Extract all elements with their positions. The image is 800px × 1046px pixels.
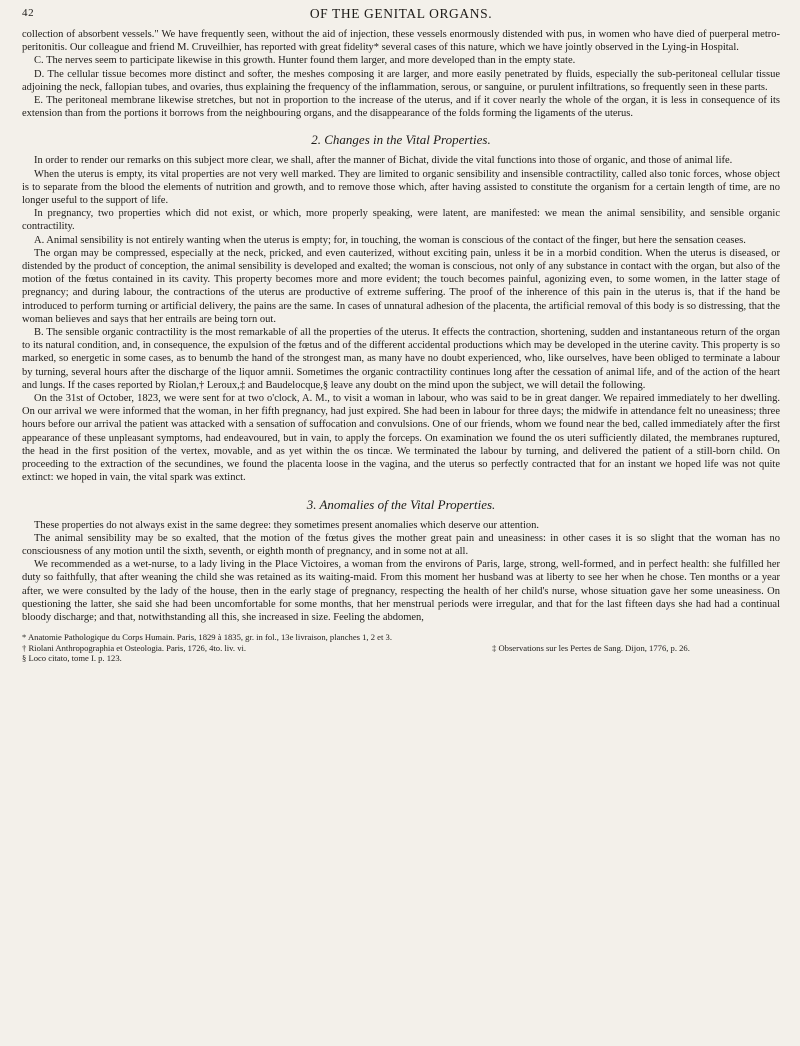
paragraph: B. The sensible organic contractility is the most remarkable of all the properties of the uterus. It effects the contraction, shortening, sudden and instantaneous return of the organ to its natural condition, and, in consequence, the expulsion of the fœtus and of the different accidental productions which may be developed in the uterine cavity. This property is so marked, so energetic in some cases, as to benumb the hand of the strongest man, as many have no doubt experienced, who, like ourselves, have been obliged to terminate a labour by turning, several hours after the discharge of the liquor amnii. Sometimes the organic contractility continues long after the cessation of animal life, and of the action of the heart and lungs. If the cases reported by Riolan,† Leroux,‡ and Baudelocque,§ leave any doubt on the mind upon the subject, we will detail the following. [22, 327, 780, 391]
footnote: * Anatomie Pathologique du Corps Humain. Paris, 1829 à 1835, gr. in fol., 13e livraison, planches 1, 2 et 3. [22, 632, 392, 643]
paragraph: E. The peritoneal membrane likewise stretches, but not in proportion to the increase of the uterus, and if it cover nearly the whole of the organ, it is less in consequence of its extension than from the portions it borrows from the neighbouring organs, and the disappearance of the folds forming the ligaments of the uterus. [22, 95, 780, 120]
footnote-row [22, 643, 780, 654]
section-heading: 2. Changes in the Vital Properties. [311, 132, 491, 148]
footnote: † Riolani Anthropographia et Osteologia. Paris, 1726, 4to. liv. vi. [22, 642, 247, 653]
running-title: OF THE GENITAL ORGANS. [309, 6, 493, 21]
paragraph: In pregnancy, two properties which did not exist, or which, more properly speaking, were latent, are manifested: we mean the animal sensibility, and sensible organic contractility. [22, 208, 780, 233]
page-header [22, 6, 780, 28]
paragraph: When the uterus is empty, its vital properties are not very well marked. They are limited to organic sensibility and insensible contractility, called also tonic forces, whose object is to separate from the blood the elements of nutrition and growth, and to remove those which, after having assisted to constitute the organism for a certain length of time, are no longer useful to the support of life. [22, 168, 780, 207]
paragraph: We recommended as a wet-nurse, to a lady living in the Place Victoires, a woman from the environs of Paris, large, strong, well-formed, and in perfect health: she fulfilled her duty so faithfully, that after weaning the child she was retained as its waiting-maid. From this moment her husband was at liberty to see her when he chose. Ten months or a year after, we were consulted by the lady of the house, then in the early stage of pregnancy, respecting the health of her child's nurse, whose situation gave her some uneasiness. On questioning the latter, she said she had been uncomfortable for some months, that her menstrual periods were irregular, and that for the last fifteen days she had had a continual bloody discharge; and that, notwithstanding all this, she increased in size. Feeling the abdomen, [22, 559, 780, 623]
paragraph: collection of absorbent vessels." We have frequently seen, without the aid of injection, these vessels enormously distended with pus, in women who have died of puerperal metro-peritonitis. Our colleague and friend M. Cruveilhier, has reported with great fidelity* several cases of this nature, which we have jointly observed in the Lying-in Hospital. [22, 29, 780, 54]
section-heading: 3. Anomalies of the Vital Properties. [306, 496, 496, 512]
paragraph: D. The cellular tissue becomes more distinct and softer, the meshes composing it are larger, and more easily penetrated by fluids, especially the sub-peritoneal cellular tissue adjoining the neck, fallopian tubes, and ovaries, thus explaining the frequency of the inflammation, serous, or sanguine, or purulent infiltrations, so frequently seen in these parts. [22, 68, 780, 93]
paragraph: The organ may be compressed, especially at the neck, pricked, and even cauterized, without exciting pain, unless it be in a morbid condition. When the uterus is diseased, or distended by the product of conception, the animal sensibility is developed and exalted; the woman is conscious, not only of any substance in contact with the organ, but also of the motion of the fœtus contained in its cavity. This property becomes more and more evident; the touch becomes painful, agonizing even, to some women, in the latter stage of pregnancy; and during labour, the contractions of the uterus are productive of extreme suffering. The proof of the inherence of this pain in the uterus is, that if the hand be introduced to perform turning or artificial delivery, the pains are the same. In cases of unnatural adhesion of the placenta, the artificial removal of this body is so distressing, that the woman believes and says that her entrails are being torn out. [22, 247, 780, 325]
page-number: 42 [22, 7, 35, 19]
footnote: § Loco citato, tome I. p. 123. [22, 653, 122, 664]
paragraph: C. The nerves seem to participate likewise in this growth. Hunter found them larger, and more developed than in the empty state. [34, 55, 576, 67]
paragraph: These properties do not always exist in the same degree: they sometimes present anomalies which deserve our attention. [34, 519, 540, 531]
footnote: ‡ Observations sur les Pertes de Sang. Dijon, 1776, p. 26. [492, 642, 690, 653]
paragraph: The animal sensibility may be so exalted, that the motion of the fœtus gives the mother great pain and uneasiness: in other cases it is so slight that the woman has no consciousness of any motion until the sixth, seventh, or eighth month of pregnancy, and in some not at all. [22, 532, 780, 557]
paragraph: In order to render our remarks on this subject more clear, we shall, after the manner of Bichat, divide the vital functions into those of organic, and those of animal life. [34, 155, 733, 167]
footnotes [22, 632, 780, 664]
page-body [22, 28, 780, 624]
paragraph: A. Animal sensibility is not entirely wanting when the uterus is empty; for, in touching, the woman is conscious of the contact of the finger, but here the sensation ceases. [34, 234, 746, 246]
paragraph: On the 31st of October, 1823, we were sent for at two o'clock, A. M., to visit a woman in labour, who was said to be in great danger. We repaired immediately to her dwelling. On our arrival we were informed that the woman, in her fifth pregnancy, had just expired. She had been in labour for three days; the midwife in attendance felt no uneasiness; three hours before our arrival the patient was attacked with a sensation of suffocation and convulsions. One of our friends, whom we found near the bed, called immediately after the first appearance of these unpleasant symptoms, had endeavoured, but in vain, to apply the forceps. On examination we found the os uteri sufficiently dilated, the membranes ruptured, the head in the first position of the vertex, movable, and as yet within the os tincæ. We terminated the labour by turning, and delivered the patient of a still-born child. On proceeding to the extraction of the secundines, we found the placenta loose in the vagina, and the uterus so perfectly contracted that for an instant we hoped life was not quite extinct: we hoped in vain, the vital spark was extinct. [22, 393, 780, 484]
